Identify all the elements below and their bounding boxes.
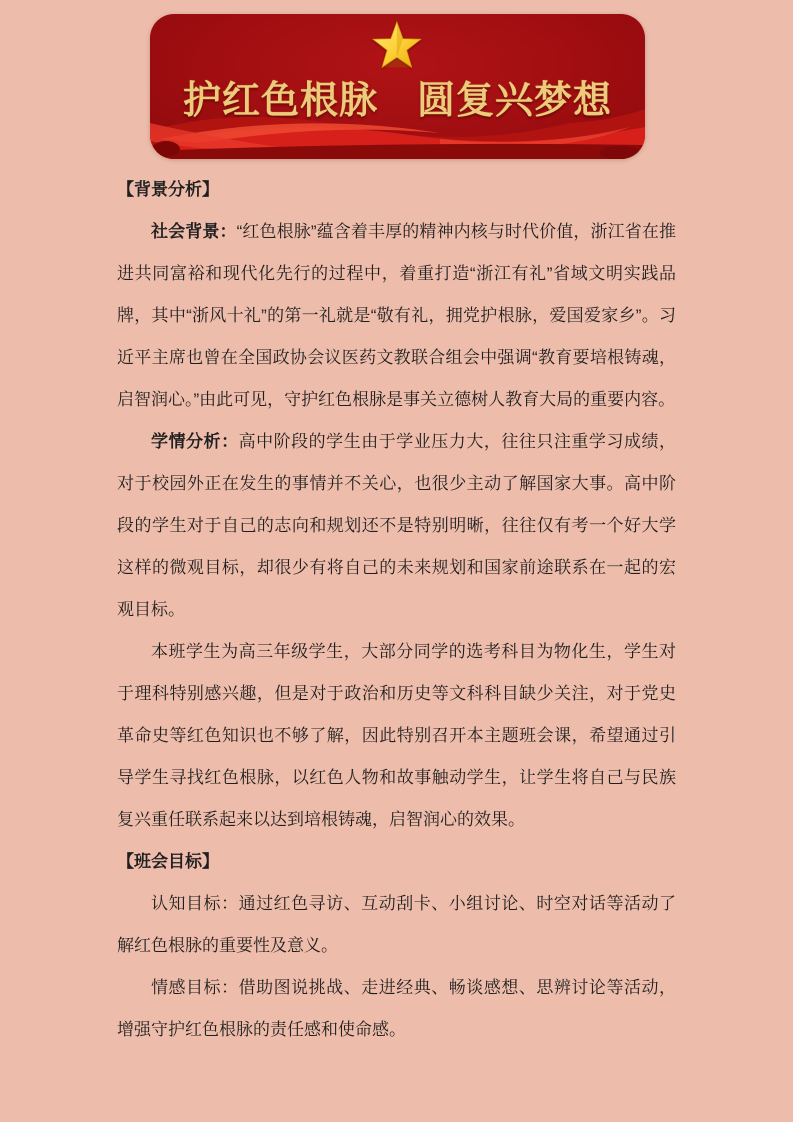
paragraph-learning-analysis: [117, 421, 676, 631]
paragraph-lead: 社会背景：: [151, 222, 237, 241]
gold-star-icon: [368, 19, 424, 75]
paragraph-cognitive-goal: [117, 883, 676, 967]
paragraph-lead: 学情分析：: [151, 432, 239, 451]
banner-title: 护红色根脉 圆复兴梦想: [182, 77, 612, 122]
section-heading-background-analysis: 【背景分析】: [117, 180, 219, 199]
paragraph-social-background: [117, 211, 676, 421]
paragraph-text: 本班学生为高三年级学生，大部分同学的选考科目为物化生，学生对于理科特别感兴趣，但是对于政治和历史等文科科目缺少关注，对于党史革命史等红色知识也不够了解，因此特别召开本主题班会课，希望通过引导学生寻找红色根脉，以红色人物和故事触动学生，让学生将自己与民族复兴重任联系起来以达到培根铸魂，启智润心的效果。: [117, 642, 676, 829]
paragraph-text: 情感目标：借助图说挑战、走进经典、畅谈感想、思辨讨论等活动，增强守护红色根脉的责任感和使命感。: [117, 978, 676, 1039]
ribbon-decoration: [150, 97, 645, 159]
paragraph-text: “红色根脉”蕴含着丰厚的精神内核与时代价值，浙江省在推进共同富裕和现代化先行的过程中，着重打造“浙江有礼”省域文明实践品牌，其中“浙风十礼”的第一礼就是“敬有礼，拥党护根脉，爱国爱家乡”。习近平主席也曾在全国政协会议医药文教联合组会中强调“教育要培根铸魂，启智润心。”由此可见，守护红色根脉是事关立德树人教育大局的重要内容。: [117, 222, 676, 409]
section-heading-class-goals: 【班会目标】: [117, 852, 219, 871]
document-body: [117, 159, 676, 1051]
paragraph-text: 高中阶段的学生由于学业压力大，往往只注重学习成绩，对于校园外正在发生的事情并不关心，也很少主动了解国家大事。高中阶段的学生对于自己的志向和规划还不是特别明晰，往往仅有考一个好大学这样的微观目标，却很少有将自己的未来规划和国家前途联系在一起的宏观目标。: [117, 432, 677, 619]
banner-image: [150, 14, 645, 159]
paragraph-text: 认知目标：通过红色寻访、互动刮卡、小组讨论、时空对话等活动了解红色根脉的重要性及意义。: [117, 894, 676, 955]
paragraph-class-situation: [117, 631, 676, 841]
paragraph-emotional-goal: [117, 967, 676, 1051]
